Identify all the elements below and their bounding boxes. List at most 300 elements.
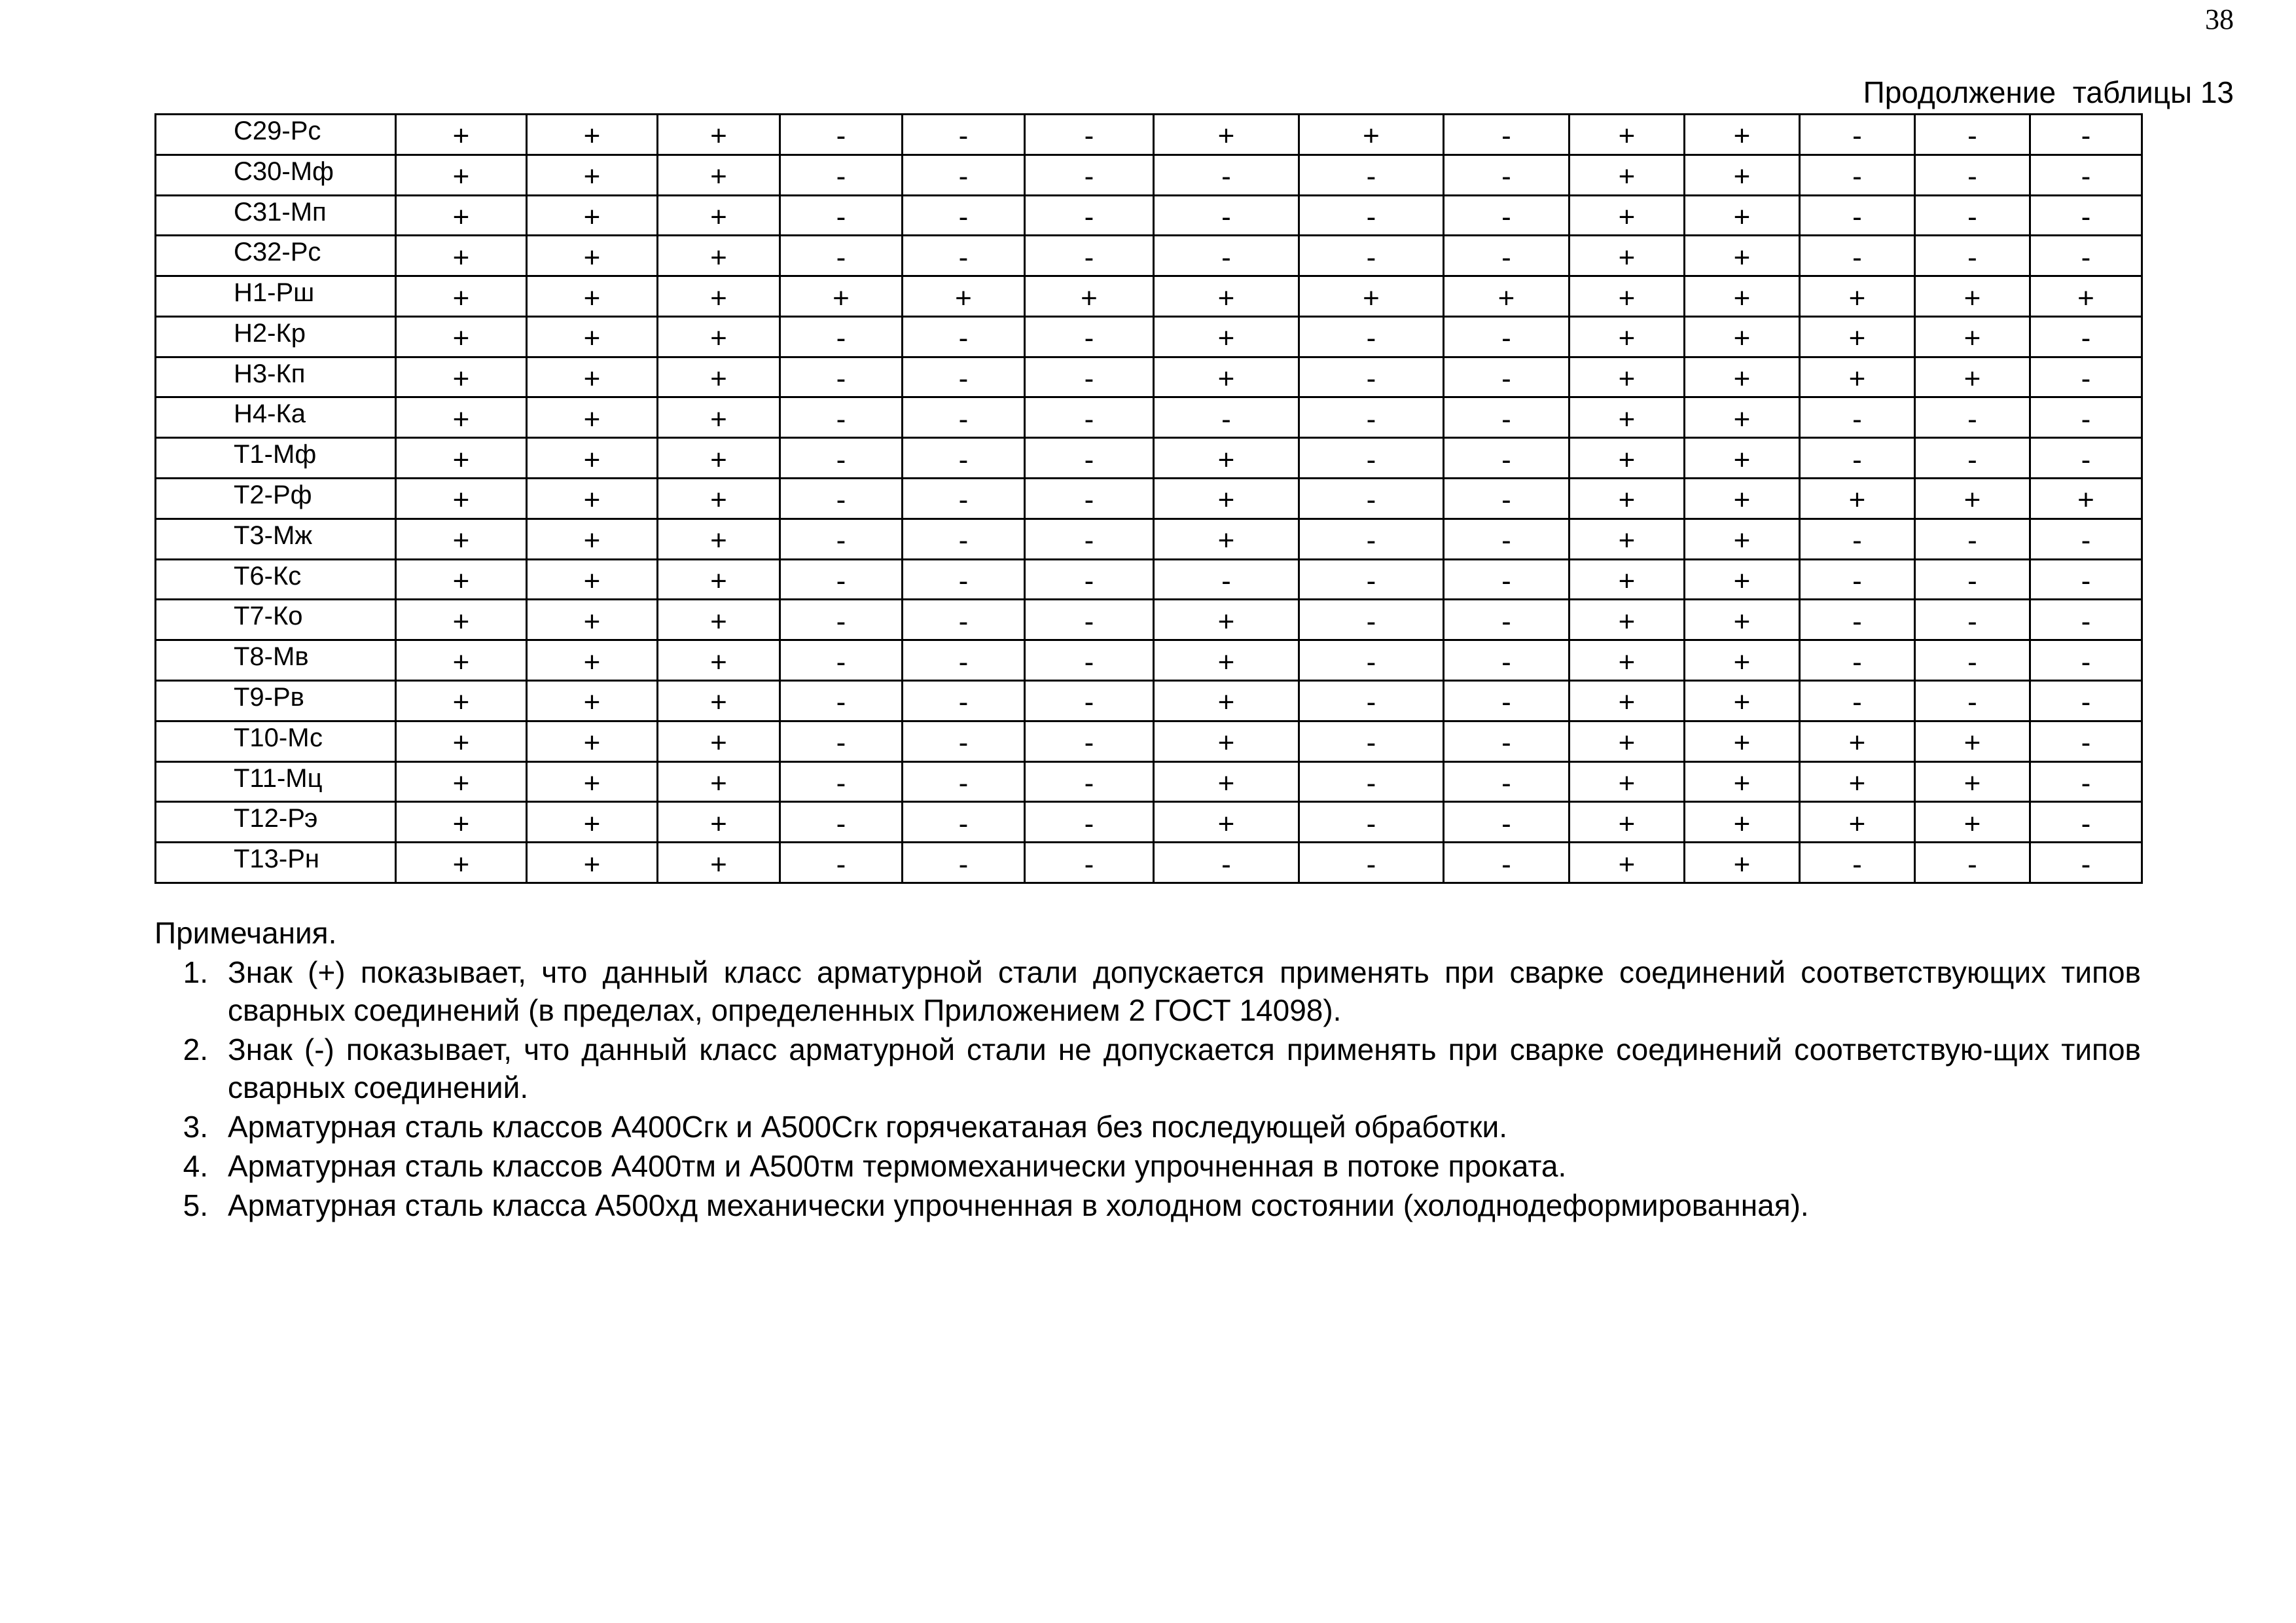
mark-cell: + xyxy=(1570,680,1685,721)
mark-cell: + xyxy=(396,316,527,357)
mark-cell: + xyxy=(527,761,658,802)
mark-cell: + xyxy=(1570,721,1685,761)
mark-cell: - xyxy=(780,479,903,519)
mark-cell: + xyxy=(903,276,1025,317)
note-item xyxy=(154,1147,2141,1185)
mark-cell: - xyxy=(780,721,903,761)
mark-cell: - xyxy=(903,761,1025,802)
mark-cell: - xyxy=(1299,397,1444,438)
notes-list xyxy=(154,953,2141,1224)
table-row xyxy=(156,559,2142,600)
mark-cell: - xyxy=(1299,438,1444,479)
row-name-cell: Т12-Рэ xyxy=(156,802,396,843)
mark-cell: + xyxy=(396,236,527,276)
mark-cell: - xyxy=(1154,397,1299,438)
mark-cell: + xyxy=(527,236,658,276)
row-name-cell: Н4-Ка xyxy=(156,397,396,438)
mark-cell: + xyxy=(527,357,658,397)
mark-cell: + xyxy=(527,802,658,843)
mark-cell: - xyxy=(1299,761,1444,802)
mark-cell: + xyxy=(396,155,527,195)
table-row xyxy=(156,397,2142,438)
note-text: Знак (+) показывает, что данный класс арматурной стали допускается применять при сварке соединений соответствующих типов сварных соединений (в пределах, определенных Приложением 2 ГОСТ 14098). xyxy=(228,955,2141,1027)
mark-cell: - xyxy=(1444,640,1570,681)
row-name-cell: Н2-Кр xyxy=(156,316,396,357)
mark-cell: + xyxy=(658,195,780,236)
note-number: 1. xyxy=(183,955,208,989)
mark-cell: + xyxy=(1154,115,1299,155)
mark-cell: + xyxy=(396,600,527,640)
mark-cell: + xyxy=(1154,640,1299,681)
mark-cell: - xyxy=(1444,316,1570,357)
mark-cell: + xyxy=(1685,195,1800,236)
mark-cell: + xyxy=(527,600,658,640)
mark-cell: - xyxy=(2030,438,2142,479)
mark-cell: - xyxy=(1025,357,1154,397)
mark-cell: + xyxy=(1685,236,1800,276)
mark-cell: - xyxy=(1025,802,1154,843)
mark-cell: + xyxy=(1685,316,1800,357)
mark-cell: + xyxy=(527,438,658,479)
table-row xyxy=(156,479,2142,519)
mark-cell: - xyxy=(903,721,1025,761)
mark-cell: + xyxy=(1800,357,1915,397)
mark-cell: + xyxy=(527,155,658,195)
mark-cell: - xyxy=(1299,236,1444,276)
mark-cell: - xyxy=(1025,397,1154,438)
mark-cell: + xyxy=(1570,761,1685,802)
mark-cell: - xyxy=(1915,397,2030,438)
mark-cell: - xyxy=(1800,155,1915,195)
mark-cell: + xyxy=(1915,761,2030,802)
mark-cell: - xyxy=(780,236,903,276)
mark-cell: - xyxy=(1299,600,1444,640)
mark-cell: + xyxy=(1570,519,1685,559)
mark-cell: + xyxy=(1915,802,2030,843)
mark-cell: + xyxy=(658,519,780,559)
mark-cell: + xyxy=(658,236,780,276)
mark-cell: - xyxy=(2030,640,2142,681)
mark-cell: + xyxy=(527,397,658,438)
mark-cell: + xyxy=(1685,843,1800,883)
mark-cell: - xyxy=(903,640,1025,681)
mark-cell: - xyxy=(780,397,903,438)
mark-cell: - xyxy=(780,600,903,640)
mark-cell: + xyxy=(1570,479,1685,519)
mark-cell: - xyxy=(1299,316,1444,357)
table-row xyxy=(156,721,2142,761)
mark-cell: + xyxy=(1685,276,1800,317)
mark-cell: - xyxy=(1444,397,1570,438)
mark-cell: - xyxy=(2030,357,2142,397)
mark-cell: + xyxy=(1154,357,1299,397)
mark-cell: + xyxy=(1570,397,1685,438)
mark-cell: + xyxy=(1800,802,1915,843)
mark-cell: + xyxy=(1154,276,1299,317)
mark-cell: - xyxy=(2030,761,2142,802)
mark-cell: + xyxy=(396,276,527,317)
row-name-cell: Н1-Рш xyxy=(156,276,396,317)
mark-cell: - xyxy=(1915,680,2030,721)
mark-cell: - xyxy=(1915,236,2030,276)
mark-cell: - xyxy=(1444,195,1570,236)
mark-cell: - xyxy=(1299,721,1444,761)
mark-cell: - xyxy=(1299,680,1444,721)
mark-cell: - xyxy=(1444,721,1570,761)
mark-cell: + xyxy=(1800,761,1915,802)
row-name-cell: Т3-Мж xyxy=(156,519,396,559)
mark-cell: + xyxy=(1299,115,1444,155)
mark-cell: - xyxy=(903,802,1025,843)
mark-cell: + xyxy=(1025,276,1154,317)
mark-cell: - xyxy=(780,843,903,883)
mark-cell: + xyxy=(658,600,780,640)
table-body xyxy=(156,115,2142,883)
mark-cell: - xyxy=(780,357,903,397)
mark-cell: - xyxy=(1025,195,1154,236)
mark-cell: - xyxy=(2030,155,2142,195)
mark-cell: - xyxy=(1025,479,1154,519)
note-number: 5. xyxy=(183,1188,208,1222)
mark-cell: + xyxy=(396,680,527,721)
mark-cell: + xyxy=(1800,316,1915,357)
mark-cell: + xyxy=(396,195,527,236)
mark-cell: - xyxy=(1444,155,1570,195)
mark-cell: - xyxy=(903,155,1025,195)
mark-cell: + xyxy=(658,802,780,843)
row-name-cell: Т13-Рн xyxy=(156,843,396,883)
mark-cell: + xyxy=(1570,155,1685,195)
mark-cell: + xyxy=(1685,115,1800,155)
mark-cell: - xyxy=(1299,802,1444,843)
mark-cell: - xyxy=(1025,155,1154,195)
table-row xyxy=(156,115,2142,155)
mark-cell: - xyxy=(903,519,1025,559)
mark-cell: + xyxy=(527,721,658,761)
mark-cell: - xyxy=(1154,236,1299,276)
mark-cell: + xyxy=(396,438,527,479)
mark-cell: - xyxy=(903,559,1025,600)
note-item xyxy=(154,1108,2141,1146)
table-row xyxy=(156,761,2142,802)
mark-cell: + xyxy=(1444,276,1570,317)
mark-cell: + xyxy=(658,357,780,397)
mark-cell: - xyxy=(2030,397,2142,438)
mark-cell: + xyxy=(396,115,527,155)
mark-cell: - xyxy=(2030,559,2142,600)
mark-cell: - xyxy=(1444,115,1570,155)
mark-cell: - xyxy=(1025,761,1154,802)
mark-cell: - xyxy=(1025,843,1154,883)
mark-cell: - xyxy=(1299,357,1444,397)
mark-cell: + xyxy=(1570,195,1685,236)
mark-cell: - xyxy=(1444,843,1570,883)
mark-cell: + xyxy=(396,721,527,761)
mark-cell: - xyxy=(780,519,903,559)
mark-cell: - xyxy=(903,600,1025,640)
mark-cell: + xyxy=(1685,802,1800,843)
mark-cell: + xyxy=(527,276,658,317)
mark-cell: + xyxy=(527,640,658,681)
row-name-cell: С29-Рс xyxy=(156,115,396,155)
mark-cell: + xyxy=(396,640,527,681)
mark-cell: - xyxy=(1800,519,1915,559)
mark-cell: - xyxy=(903,357,1025,397)
mark-cell: + xyxy=(1800,721,1915,761)
mark-cell: + xyxy=(396,761,527,802)
mark-cell: + xyxy=(658,640,780,681)
mark-cell: - xyxy=(903,397,1025,438)
mark-cell: - xyxy=(1025,600,1154,640)
mark-cell: + xyxy=(658,761,780,802)
mark-cell: + xyxy=(396,397,527,438)
mark-cell: - xyxy=(1025,438,1154,479)
mark-cell: + xyxy=(396,519,527,559)
mark-cell: - xyxy=(1025,115,1154,155)
mark-cell: + xyxy=(2030,479,2142,519)
mark-cell: - xyxy=(780,316,903,357)
mark-cell: + xyxy=(1154,721,1299,761)
mark-cell: + xyxy=(1915,316,2030,357)
mark-cell: + xyxy=(527,316,658,357)
mark-cell: - xyxy=(780,802,903,843)
mark-cell: - xyxy=(903,195,1025,236)
table-row xyxy=(156,600,2142,640)
mark-cell: - xyxy=(1025,519,1154,559)
mark-cell: - xyxy=(1025,680,1154,721)
mark-cell: + xyxy=(527,195,658,236)
compatibility-table xyxy=(154,113,2143,884)
mark-cell: - xyxy=(1299,155,1444,195)
mark-cell: + xyxy=(658,721,780,761)
mark-cell: + xyxy=(396,559,527,600)
row-name-cell: Т10-Мс xyxy=(156,721,396,761)
mark-cell: + xyxy=(658,155,780,195)
note-number: 3. xyxy=(183,1110,208,1144)
mark-cell: + xyxy=(527,115,658,155)
mark-cell: + xyxy=(527,559,658,600)
mark-cell: - xyxy=(2030,843,2142,883)
table-row xyxy=(156,236,2142,276)
mark-cell: + xyxy=(1800,276,1915,317)
note-item xyxy=(154,953,2141,1029)
mark-cell: - xyxy=(780,761,903,802)
mark-cell: - xyxy=(1915,600,2030,640)
mark-cell: + xyxy=(1570,357,1685,397)
mark-cell: + xyxy=(2030,276,2142,317)
mark-cell: - xyxy=(1025,316,1154,357)
mark-cell: - xyxy=(1025,721,1154,761)
mark-cell: + xyxy=(527,680,658,721)
mark-cell: - xyxy=(1154,195,1299,236)
mark-cell: + xyxy=(1570,600,1685,640)
mark-cell: + xyxy=(1154,479,1299,519)
mark-cell: + xyxy=(1685,761,1800,802)
table-row xyxy=(156,438,2142,479)
mark-cell: - xyxy=(2030,236,2142,276)
mark-cell: - xyxy=(903,438,1025,479)
mark-cell: - xyxy=(780,155,903,195)
mark-cell: - xyxy=(780,640,903,681)
mark-cell: + xyxy=(1685,559,1800,600)
mark-cell: - xyxy=(780,680,903,721)
mark-cell: + xyxy=(1299,276,1444,317)
mark-cell: - xyxy=(1915,559,2030,600)
note-number: 4. xyxy=(183,1149,208,1183)
mark-cell: - xyxy=(1800,640,1915,681)
mark-cell: + xyxy=(1685,680,1800,721)
mark-cell: - xyxy=(1915,438,2030,479)
mark-cell: - xyxy=(1025,236,1154,276)
mark-cell: + xyxy=(658,479,780,519)
mark-cell: + xyxy=(658,680,780,721)
mark-cell: - xyxy=(2030,600,2142,640)
mark-cell: - xyxy=(1444,357,1570,397)
page-number: 38 xyxy=(2205,3,2234,35)
mark-cell: - xyxy=(1800,397,1915,438)
mark-cell: + xyxy=(658,115,780,155)
mark-cell: + xyxy=(1685,357,1800,397)
row-name-cell: С30-Мф xyxy=(156,155,396,195)
note-text: Арматурная сталь классов А400тм и А500тм термомеханически упрочненная в потоке проката. xyxy=(228,1149,1567,1183)
mark-cell: + xyxy=(1570,559,1685,600)
row-name-cell: Т9-Рв xyxy=(156,680,396,721)
mark-cell: + xyxy=(658,397,780,438)
mark-cell: - xyxy=(903,843,1025,883)
mark-cell: + xyxy=(1800,479,1915,519)
mark-cell: - xyxy=(1444,600,1570,640)
notes-section xyxy=(154,914,2141,1226)
mark-cell: - xyxy=(1915,640,2030,681)
mark-cell: - xyxy=(1915,519,2030,559)
mark-cell: - xyxy=(903,479,1025,519)
mark-cell: + xyxy=(1685,397,1800,438)
mark-cell: - xyxy=(903,115,1025,155)
mark-cell: + xyxy=(1570,316,1685,357)
table-row xyxy=(156,519,2142,559)
row-name-cell: Т1-Мф xyxy=(156,438,396,479)
mark-cell: - xyxy=(1154,559,1299,600)
mark-cell: + xyxy=(1685,438,1800,479)
row-name-cell: С31-Мп xyxy=(156,195,396,236)
mark-cell: + xyxy=(658,276,780,317)
mark-cell: + xyxy=(780,276,903,317)
note-item xyxy=(154,1186,2141,1224)
note-text: Арматурная сталь класса А500хд механически упрочненная в холодном состоянии (холоднодеформированная). xyxy=(228,1188,1809,1222)
mark-cell: - xyxy=(2030,195,2142,236)
mark-cell: - xyxy=(903,680,1025,721)
row-name-cell: Т11-Мц xyxy=(156,761,396,802)
mark-cell: - xyxy=(1444,680,1570,721)
mark-cell: - xyxy=(1299,479,1444,519)
mark-cell: - xyxy=(780,195,903,236)
table-row xyxy=(156,316,2142,357)
mark-cell: - xyxy=(1154,843,1299,883)
table-row xyxy=(156,680,2142,721)
mark-cell: - xyxy=(1444,236,1570,276)
mark-cell: + xyxy=(1570,640,1685,681)
mark-cell: + xyxy=(1570,115,1685,155)
table-row xyxy=(156,357,2142,397)
row-name-cell: Т6-Кс xyxy=(156,559,396,600)
mark-cell: + xyxy=(1154,802,1299,843)
mark-cell: + xyxy=(527,479,658,519)
mark-cell: + xyxy=(1154,600,1299,640)
mark-cell: + xyxy=(658,316,780,357)
mark-cell: - xyxy=(1915,843,2030,883)
mark-cell: + xyxy=(1154,761,1299,802)
mark-cell: + xyxy=(658,559,780,600)
mark-cell: - xyxy=(903,236,1025,276)
mark-cell: + xyxy=(1570,802,1685,843)
mark-cell: - xyxy=(1800,195,1915,236)
table-row xyxy=(156,843,2142,883)
mark-cell: + xyxy=(1570,843,1685,883)
mark-cell: - xyxy=(903,316,1025,357)
mark-cell: - xyxy=(2030,519,2142,559)
mark-cell: + xyxy=(1570,236,1685,276)
mark-cell: + xyxy=(1915,276,2030,317)
mark-cell: + xyxy=(396,802,527,843)
mark-cell: + xyxy=(658,843,780,883)
mark-cell: + xyxy=(1685,479,1800,519)
table-row xyxy=(156,276,2142,317)
mark-cell: - xyxy=(780,559,903,600)
mark-cell: - xyxy=(1915,195,2030,236)
mark-cell: - xyxy=(1154,155,1299,195)
mark-cell: + xyxy=(1570,438,1685,479)
mark-cell: - xyxy=(2030,680,2142,721)
mark-cell: - xyxy=(1800,559,1915,600)
mark-cell: - xyxy=(1444,802,1570,843)
mark-cell: - xyxy=(1444,519,1570,559)
mark-cell: + xyxy=(527,843,658,883)
mark-cell: - xyxy=(1444,559,1570,600)
row-name-cell: С32-Рс xyxy=(156,236,396,276)
mark-cell: - xyxy=(780,438,903,479)
table-row xyxy=(156,802,2142,843)
note-text: Знак (-) показывает, что данный класс арматурной стали не допускается применять при сварке соединений соответствую-щих типов сварных соединений. xyxy=(228,1032,2141,1104)
notes-title: Примечания. xyxy=(154,916,337,950)
row-name-cell: Т8-Мв xyxy=(156,640,396,681)
row-name-cell: Т7-Ко xyxy=(156,600,396,640)
table-row xyxy=(156,195,2142,236)
row-name-cell: Н3-Кп xyxy=(156,357,396,397)
mark-cell: + xyxy=(1154,680,1299,721)
mark-cell: + xyxy=(658,438,780,479)
note-item xyxy=(154,1030,2141,1106)
note-text: Арматурная сталь классов А400Сгк и А500Сгк горячекатаная без последующей обработки. xyxy=(228,1110,1508,1144)
mark-cell: - xyxy=(1299,640,1444,681)
mark-cell: + xyxy=(1685,600,1800,640)
mark-cell: - xyxy=(2030,115,2142,155)
mark-cell: + xyxy=(1915,479,2030,519)
mark-cell: + xyxy=(1915,721,2030,761)
mark-cell: + xyxy=(1154,519,1299,559)
mark-cell: - xyxy=(1800,438,1915,479)
mark-cell: + xyxy=(396,479,527,519)
mark-cell: + xyxy=(396,843,527,883)
table-row xyxy=(156,640,2142,681)
mark-cell: - xyxy=(1444,761,1570,802)
mark-cell: - xyxy=(1800,115,1915,155)
mark-cell: + xyxy=(1685,721,1800,761)
mark-cell: + xyxy=(1570,276,1685,317)
mark-cell: + xyxy=(1915,357,2030,397)
mark-cell: - xyxy=(1915,115,2030,155)
mark-cell: + xyxy=(1685,640,1800,681)
mark-cell: - xyxy=(1800,600,1915,640)
